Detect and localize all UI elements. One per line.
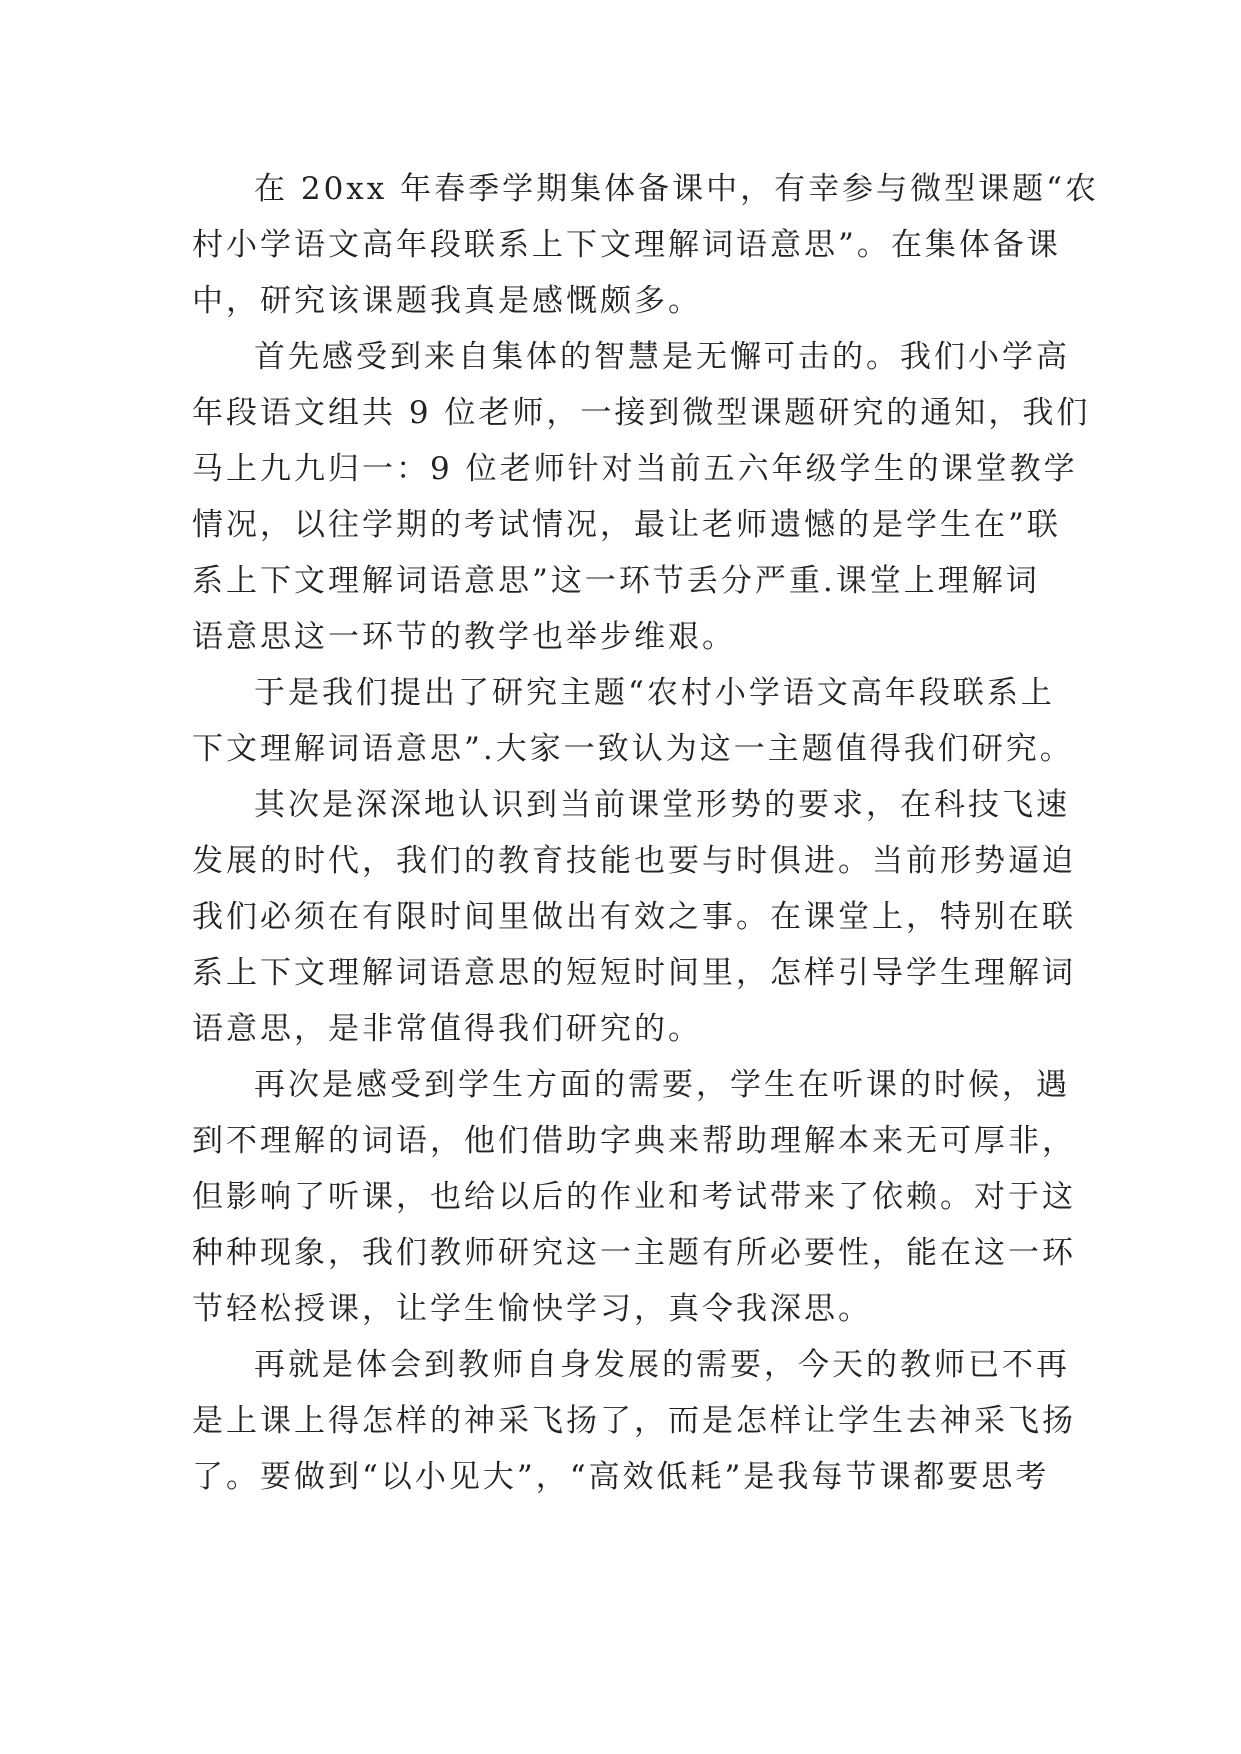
paragraph-6 bbox=[192, 1337, 1076, 1505]
paragraph-5 bbox=[192, 1057, 1076, 1337]
document-body bbox=[192, 161, 1099, 1505]
text-line: 年段语文组共 9 位老师，一接到微型课题研究的通知，我们 bbox=[192, 395, 1091, 431]
text-line: 种种现象，我们教师研究这一主题有所必要性，能在这一环 bbox=[192, 1235, 1076, 1271]
text-line: 于是我们提出了研究主题“农村小学语文高年段联系上 bbox=[254, 675, 1055, 711]
text-line: 了。要做到“以小见大”，“高效低耗”是我每节课都要思考 bbox=[192, 1459, 1050, 1495]
text-line: 中，研究该课题我真是感慨颇多。 bbox=[192, 283, 702, 319]
text-line: 系上下文理解词语意思”这一环节丢分严重.课堂上理解词 bbox=[192, 563, 1040, 599]
text-line: 我们必须在有限时间里做出有效之事。在课堂上，特别在联 bbox=[192, 899, 1076, 935]
text-line: 下文理解词语意思”.大家一致认为这一主题值得我们研究。 bbox=[192, 731, 1074, 767]
text-line: 是上课上得怎样的神采飞扬了，而是怎样让学生去神采飞扬 bbox=[192, 1403, 1076, 1439]
text-line: 在 20xx 年春季学期集体备课中，有幸参与微型课题“农 bbox=[254, 171, 1099, 207]
text-line: 语意思这一环节的教学也举步维艰。 bbox=[192, 619, 736, 655]
text-line: 其次是深深地认识到当前课堂形势的要求，在科技飞速 bbox=[254, 787, 1070, 823]
paragraph-1 bbox=[192, 161, 1099, 329]
paragraph-4 bbox=[192, 777, 1076, 1057]
paragraph-3 bbox=[192, 665, 1074, 777]
text-line: 首先感受到来自集体的智慧是无懈可击的。我们小学高 bbox=[254, 339, 1070, 375]
text-line: 节轻松授课，让学生愉快学习，真令我深思。 bbox=[192, 1291, 872, 1327]
text-line: 发展的时代，我们的教育技能也要与时俱进。当前形势逼迫 bbox=[192, 843, 1076, 879]
text-line: 系上下文理解词语意思的短短时间里，怎样引导学生理解词 bbox=[192, 955, 1076, 991]
text-line: 到不理解的词语，他们借助字典来帮助理解本来无可厚非， bbox=[192, 1123, 1076, 1159]
text-line: 马上九九归一：9 位老师针对当前五六年级学生的课堂教学 bbox=[192, 451, 1078, 487]
text-line: 再就是体会到教师自身发展的需要，今天的教师已不再 bbox=[254, 1347, 1070, 1383]
text-line: 语意思，是非常值得我们研究的。 bbox=[192, 1011, 702, 1047]
text-line: 但影响了听课，也给以后的作业和考试带来了依赖。对于这 bbox=[192, 1179, 1076, 1215]
text-line: 情况，以往学期的考试情况，最让老师遗憾的是学生在”联 bbox=[192, 507, 1061, 543]
text-line: 再次是感受到学生方面的需要，学生在听课的时候，遇 bbox=[254, 1067, 1070, 1103]
paragraph-2 bbox=[192, 329, 1091, 665]
text-line: 村小学语文高年段联系上下文理解词语意思”。在集体备课 bbox=[192, 227, 1061, 263]
